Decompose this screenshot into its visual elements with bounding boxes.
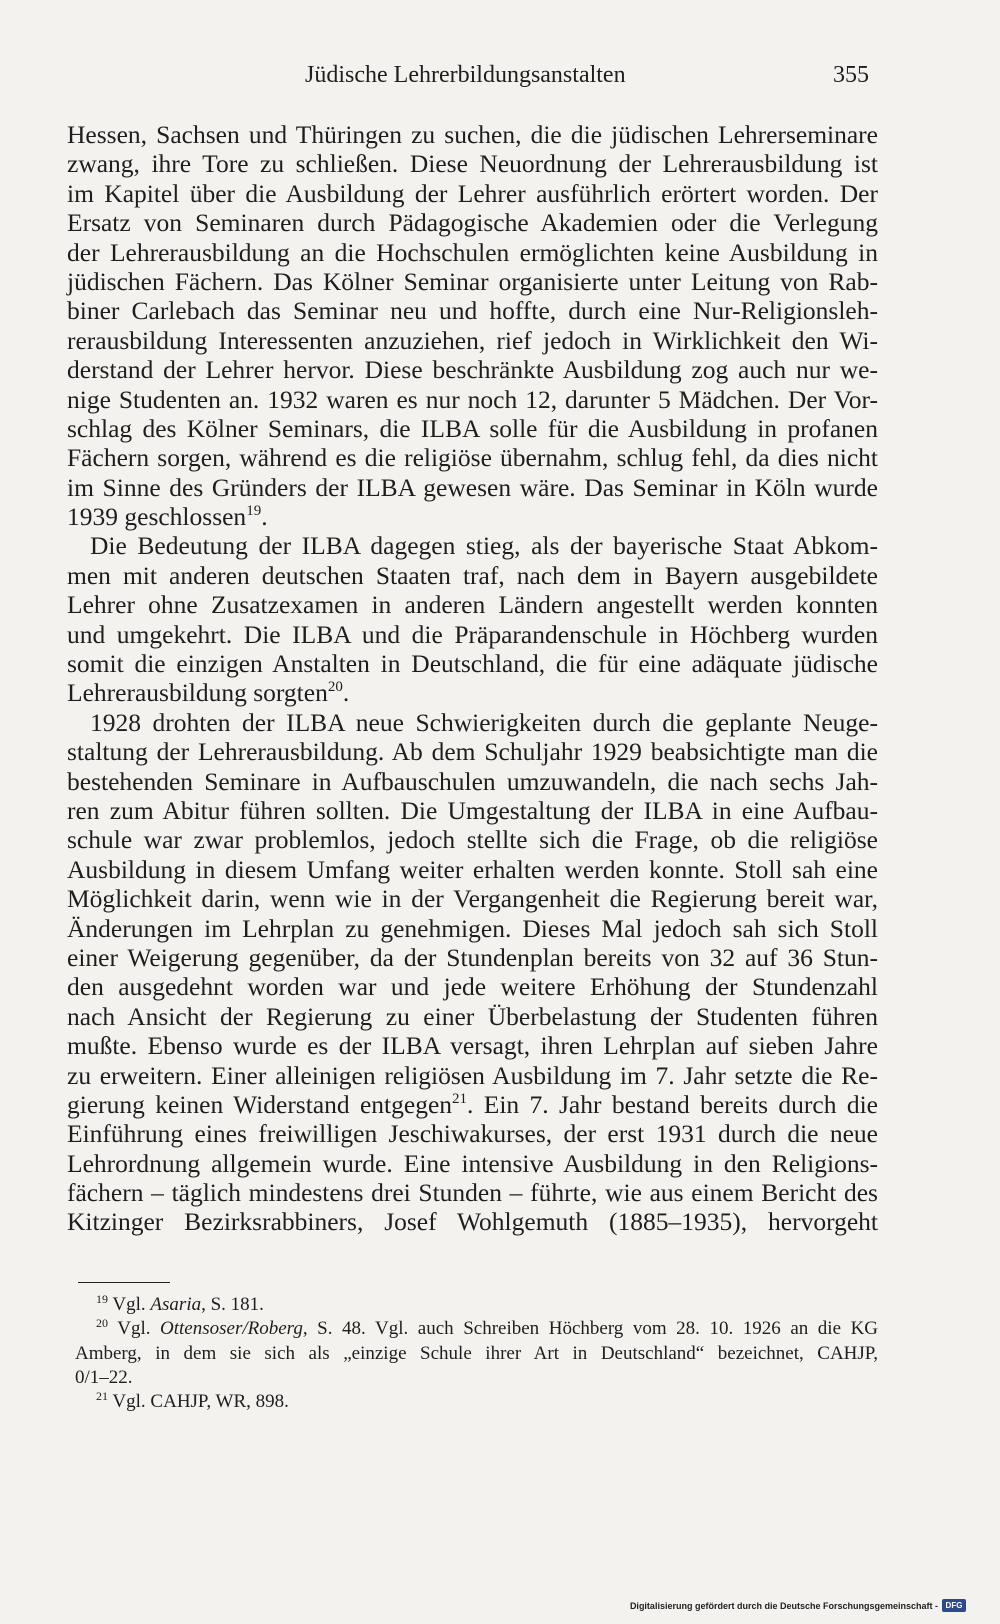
footnote-ref: 20 <box>327 679 343 696</box>
body-line: schule war zwar problemlos, jedoch stellte sich die Frage, ob die religiöse <box>67 825 878 855</box>
body-line: schlag des Kölner Seminars, die ILBA solle für die Ausbildung in profanen <box>67 413 878 443</box>
body-line: im Sinne des Gründers der ILBA gewesen wäre. Das Seminar in Köln wurde <box>67 472 878 502</box>
line-text: 1939 geschlossen <box>67 502 247 532</box>
body-line: Lehrordnung allgemein wurde. Eine intensive Ausbildung in den Religions- <box>67 1148 878 1178</box>
body-line: nach Ansicht der Regierung zu einer Überbelastung der Studenten führen <box>67 1001 878 1031</box>
footnote <box>75 1390 878 1414</box>
digitization-footer <box>630 1599 966 1612</box>
paragraph <box>67 120 878 531</box>
body-line: Einführung eines freiwilligen Jeschiwakurses, der erst 1931 durch die neue <box>67 1119 878 1149</box>
running-title: Jüdische Lehrerbildungsanstalten <box>305 62 626 88</box>
body-line: somit die einzigen Anstalten in Deutschland, die für eine adäquate jüdische <box>67 649 878 679</box>
footnote <box>75 1317 878 1341</box>
body-line: nige Studenten an. 1932 waren es nur noch 12, darunter 5 Mädchen. Der Vor- <box>67 384 878 414</box>
body-text <box>67 120 878 1237</box>
footnote-text: , S. 48. Vgl. auch Schreiben Höchberg vom 28. 10. 1926 an die KG <box>302 1318 879 1340</box>
paragraph <box>67 531 878 707</box>
page-number: 355 <box>833 62 869 88</box>
cited-author: Asaria <box>150 1294 202 1315</box>
body-line: Die Bedeutung der ILBA dagegen stieg, als der bayerische Staat Abkom- <box>90 531 878 561</box>
body-line: jüdischen Fächern. Das Kölner Seminar organisierte unter Leitung von Rab- <box>67 266 878 296</box>
body-line: Hessen, Sachsen und Thüringen zu suchen, die die jüdischen Lehrerseminare <box>67 120 878 149</box>
body-line: zu erweitern. Einer alleinigen religiösen Ausbildung im 7. Jahr setzte die Re- <box>67 1060 878 1090</box>
page-header <box>0 60 1000 90</box>
footnote-rule <box>78 1282 170 1283</box>
footnote-text: Vgl. <box>117 1318 161 1340</box>
body-line: bestehenden Seminare in Aufbauschulen umzuwandeln, die nach sechs Jah- <box>67 766 878 796</box>
body-line: 1928 drohten der ILBA neue Schwierigkeiten durch die geplante Neuge- <box>90 707 878 737</box>
body-line <box>67 502 878 531</box>
footnote-line: 0/1–22. <box>75 1366 133 1388</box>
dfg-logo: DFG <box>942 1599 966 1612</box>
footnote-text: Vgl. CAHJP, WR, 898. <box>112 1391 289 1413</box>
body-line: einer Weigerung gegenüber, da der Stundenplan bereits von 32 auf 36 Stun- <box>67 942 878 972</box>
cited-author: Ottensoser/Roberg <box>160 1318 303 1340</box>
footnote <box>75 1293 878 1317</box>
paragraph <box>67 708 878 1237</box>
body-line: im Kapitel über die Ausbildung der Lehrer ausführlich erörtert worden. Der <box>67 178 878 208</box>
body-line: Ausbildung in diesem Umfang weiter erhalten werden konnte. Stoll sah eine <box>67 854 878 884</box>
body-line: Änderungen im Lehrplan zu genehmigen. Dieses Mal jedoch sah sich Stoll <box>67 913 878 943</box>
footnote-number: 20 <box>96 1316 108 1331</box>
body-line <box>67 678 878 707</box>
body-line: zwang, ihre Tore zu schließen. Diese Neuordnung der Lehrerausbildung ist <box>67 149 878 179</box>
body-line: mußte. Ebenso wurde es der ILBA versagt, ihren Lehrplan auf sieben Jahre <box>67 1031 878 1061</box>
body-line: Fächern sorgen, während es die religiöse übernahm, schlug fehl, da dies nicht <box>67 443 878 473</box>
line-text: gierung keinen Widerstand entgegen <box>67 1089 453 1119</box>
footnotes <box>75 1293 878 1414</box>
footnote-text: , S. 181. <box>201 1294 264 1315</box>
line-text: . <box>342 678 350 708</box>
body-line <box>67 1090 878 1119</box>
body-line: men mit anderen deutschen Staaten traf, nach dem in Bayern ausgebildete <box>67 560 878 590</box>
footnote-text: Vgl. <box>112 1294 151 1315</box>
body-line: und umgekehrt. Die ILBA und die Präparandenschule in Höchberg wurden <box>67 619 878 649</box>
body-line: den ausgedehnt worden war und jede weitere Erhöhung der Stundenzahl <box>67 972 878 1002</box>
line-text: . <box>261 502 268 532</box>
footnote-number: 21 <box>96 1389 108 1404</box>
footnote-ref: 21 <box>452 1090 468 1107</box>
line-text: Lehrerausbildung sorgten <box>67 678 328 708</box>
body-line: Möglichkeit darin, wenn wie in der Vergangenheit die Regierung bereit war, <box>67 884 878 914</box>
body-line: derstand der Lehrer hervor. Diese beschränkte Ausbildung zog auch nur we- <box>67 355 878 385</box>
body-line: Lehrer ohne Zusatzexamen in anderen Ländern angestellt werden konnten <box>67 590 878 620</box>
body-line: Kitzinger Bezirksrabbiners, Josef Wohlgemuth (1885–1935), hervorgeht <box>67 1207 878 1237</box>
footnote-line: Amberg, in dem sie sich als „einzige Schule ihrer Art in Deutschland“ bezeichnet, CAHJP, <box>75 1342 878 1364</box>
body-line: staltung der Lehrerausbildung. Ab dem Schuljahr 1929 beabsichtigte man die <box>67 737 878 767</box>
body-line: ren zum Abitur führen sollten. Die Umgestaltung der ILBA in eine Aufbau- <box>67 795 878 825</box>
body-line: Ersatz von Seminaren durch Pädagogische Akademien oder die Verlegung <box>67 208 878 238</box>
footnote-number: 19 <box>96 1292 108 1306</box>
footnote-ref: 19 <box>246 503 262 520</box>
body-line: der Lehrerausbildung an die Hochschulen ermöglichten keine Ausbildung in <box>67 237 878 267</box>
body-line: fächern – täglich mindestens drei Stunden – führte, wie aus einem Bericht des <box>67 1178 878 1208</box>
body-line: rerausbildung Interessenten anzuziehen, rief jedoch in Wirklichkeit den Wi- <box>67 325 878 355</box>
digitization-credit: Digitalisierung gefördert durch die Deutsche Forschungsgemeinschaft - <box>629 1600 938 1611</box>
body-line: biner Carlebach das Seminar neu und hoffte, durch eine Nur-Religionsleh- <box>67 296 878 326</box>
line-text: . Ein 7. Jahr bestand bereits durch die <box>467 1089 878 1119</box>
